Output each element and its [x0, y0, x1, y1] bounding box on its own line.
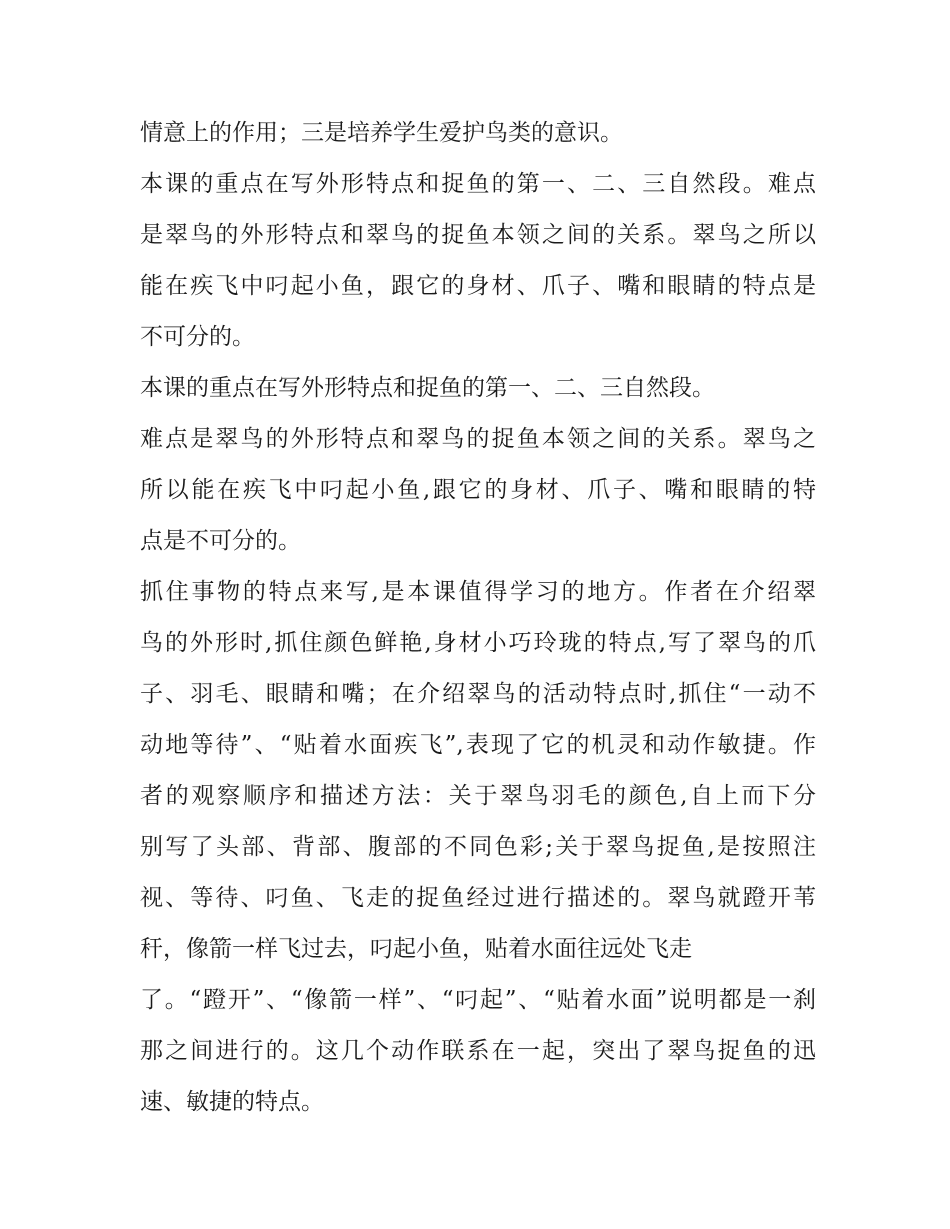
text-line: 不可分的。 [140, 324, 255, 350]
body-text [140, 108, 816, 1128]
text-line: 所以能在疾飞中叼起小鱼,跟它的身材、爪子、嘴和眼睛的特 [140, 477, 816, 503]
text-line: 那之间进行的。这几个动作联系在一起，突出了翠鸟捉鱼的迅 [140, 1038, 816, 1064]
text-line: 了。“蹬开”、“像箭一样”、“叼起”、“贴着水面”说明都是一刹 [140, 987, 816, 1013]
text-line: 秆，像箭一样飞过去，叼起小鱼，贴着水面往远处飞走 [140, 936, 692, 962]
text-line: 是翠鸟的外形特点和翠鸟的捉鱼本领之间的关系。翠鸟之所以 [140, 222, 816, 248]
text-line: 动地等待”、“贴着水面疾飞”,表现了它的机灵和动作敏捷。作 [140, 732, 816, 758]
text-line: 能在疾飞中叼起小鱼，跟它的身材、爪子、嘴和眼睛的特点是 [140, 273, 816, 299]
text-line: 点是不可分的。 [140, 528, 301, 554]
text-line: 情意上的作用；三是培养学生爱护鸟类的意识。 [140, 120, 623, 146]
text-line: 视、等待、叼鱼、飞走的捉鱼经过进行描述的。翠鸟就蹬开苇 [140, 885, 816, 911]
text-line: 本课的重点在写外形特点和捉鱼的第一、二、三自然段。难点 [140, 171, 816, 197]
text-line: 别写了头部、背部、腹部的不同色彩;关于翠鸟捉鱼,是按照注 [140, 834, 816, 860]
text-line: 子、羽毛、眼睛和嘴；在介绍翠鸟的活动特点时,抓住“一动不 [140, 681, 816, 707]
text-line: 速、敏捷的特点。 [140, 1089, 324, 1115]
text-line: 抓住事物的特点来写,是本课值得学习的地方。作者在介绍翠 [140, 579, 816, 605]
text-line: 本课的重点在写外形特点和捉鱼的第一、二、三自然段。 [140, 375, 715, 401]
text-line: 难点是翠鸟的外形特点和翠鸟的捉鱼本领之间的关系。翠鸟之 [140, 426, 816, 452]
text-line: 者的观察顺序和描述方法：关于翠鸟羽毛的颜色,自上而下分 [140, 783, 816, 809]
text-line: 鸟的外形时,抓住颜色鲜艳,身材小巧玲珑的特点,写了翠鸟的爪 [140, 630, 816, 656]
